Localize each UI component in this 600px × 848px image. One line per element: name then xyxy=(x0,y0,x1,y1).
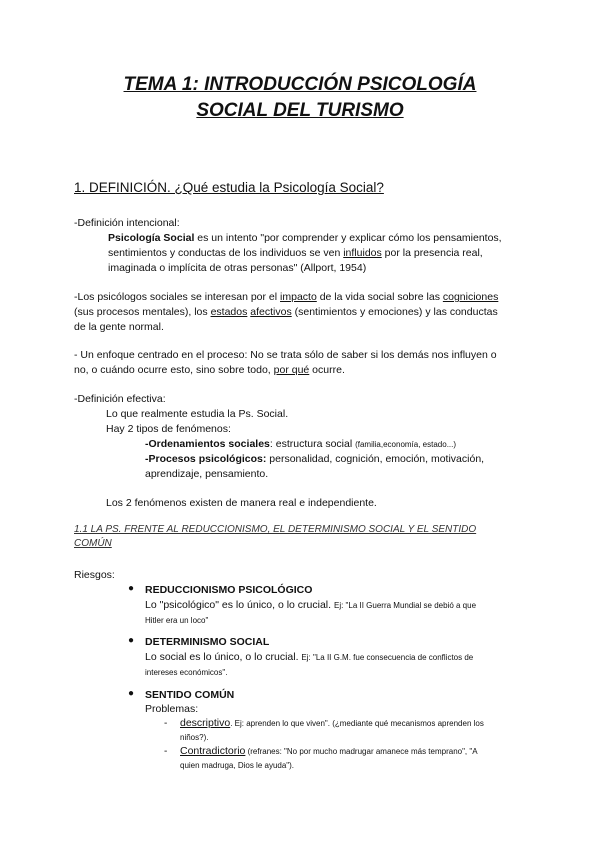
estados-term: estados xyxy=(210,306,248,318)
bullet-icon: ● xyxy=(128,635,135,646)
psicologos-text: -Los psicólogos sociales se interesan por el xyxy=(74,291,281,303)
descriptivo-term: descriptivo xyxy=(180,717,231,729)
cogniciones-term: cogniciones xyxy=(442,291,499,303)
ordenamientos-line xyxy=(145,437,456,452)
psicologos-line-2 xyxy=(74,305,498,320)
ordenamientos-examples: (familia,economía, estado...) xyxy=(355,440,457,449)
dash-marker: - xyxy=(164,746,168,757)
def-efectiva-label: -Definición efectiva: xyxy=(74,393,166,405)
page-title-line-2: SOCIAL DEL TURISMO xyxy=(196,100,404,121)
problema-2-line-2: quien madruga, Dios le ayuda"). xyxy=(180,761,295,770)
contradictorio-term: Contradictorio xyxy=(180,745,246,757)
enfoque-text: no, o cuándo ocurre esto, sino sobre todo, xyxy=(74,364,274,376)
dash-marker: - xyxy=(164,718,168,729)
afectivos-term: afectivos xyxy=(250,306,292,318)
page-title-line-1: TEMA 1: INTRODUCCIÓN PSICOLOGÍA xyxy=(123,74,477,95)
def-text: es un intento "por comprender y explicar cómo los pensamientos, xyxy=(194,232,502,244)
impacto-term: impacto xyxy=(280,291,317,303)
def-paragraph-line-1 xyxy=(108,231,502,246)
riesgo-1-text: Lo "psicológico" es lo único, o lo crucial. xyxy=(145,599,334,611)
riesgo-2-line-1 xyxy=(145,650,473,665)
enfoque-line-2 xyxy=(74,363,345,378)
section-heading-1-1 xyxy=(74,523,534,551)
problema-1-line-2: niños?). xyxy=(180,733,209,742)
procesos-line-2: aprendizaje, pensamiento. xyxy=(145,468,269,480)
heading-1-1-line-1: 1.1 LA PS. FRENTE AL REDUCCIONISMO, EL DETERMINISMO SOCIAL Y EL SENTIDO xyxy=(74,524,477,535)
psicologos-text: (sus procesos mentales), los xyxy=(74,306,211,318)
riesgo-2-title: DETERMINISMO SOCIAL xyxy=(145,636,270,648)
por-que-term: por qué xyxy=(273,364,310,376)
riesgo-1-line-2: Hitler era un loco" xyxy=(145,616,209,625)
riesgo-1-title: REDUCCIONISMO PSICOLÓGICO xyxy=(145,584,313,596)
riesgos-label: Riesgos: xyxy=(74,569,115,581)
def-text: por la presencia real, xyxy=(381,247,483,259)
procesos-line-1 xyxy=(145,452,484,467)
problema-2-line-1 xyxy=(180,744,478,759)
def-intencional-label: -Definición intencional: xyxy=(74,217,180,229)
efectiva-line-1: Lo que realmente estudia la Ps. Social. xyxy=(106,408,289,420)
bullet-icon: ● xyxy=(128,688,135,699)
riesgo-2-text: Lo social es lo único, o lo crucial. xyxy=(145,651,302,663)
riesgo-2-line-2: intereses económicos". xyxy=(145,668,228,677)
ordenamientos-term: -Ordenamientos sociales xyxy=(145,438,270,450)
riesgo-2-example: Ej: "La II G.M. fue consecuencia de conflictos de xyxy=(301,653,474,662)
efectiva-line-2: Hay 2 tipos de fenómenos: xyxy=(106,423,231,435)
problema-1-text: . Ej: aprenden lo que viven". (¿mediante qué mecanismos aprenden los xyxy=(230,719,484,728)
riesgo-1-example: Ej: "La II Guerra Mundial se debió a que xyxy=(333,601,477,610)
def-text: sentimientos y conductas de los individuos se ven xyxy=(108,247,344,259)
influidos-term: influidos xyxy=(343,247,382,259)
section-heading-definicion: 1. DEFINICIÓN. ¿Qué estudia la Psicología Social? xyxy=(74,180,384,195)
procesos-text: personalidad, cognición, emoción, motivación, xyxy=(266,453,485,465)
enfoque-text: ocurre. xyxy=(309,364,345,376)
psicologos-line-3: de la gente normal. xyxy=(74,321,164,333)
problema-2-text: (refranes: "No por mucho madrugar amanece más temprano", "A xyxy=(245,747,478,756)
ordenamientos-text: : estructura social xyxy=(269,438,356,450)
heading-1-1-line-2: COMÚN xyxy=(74,538,112,549)
enfoque-line-1: - Un enfoque centrado en el proceso: No se trata sólo de saber si los demás nos influyen o xyxy=(74,349,497,361)
fenomenos-line: Los 2 fenómenos existen de manera real e independiente. xyxy=(106,497,377,509)
problema-1-line-1 xyxy=(180,716,484,731)
psicologos-text: de la vida social sobre las xyxy=(316,291,443,303)
problemas-label: Problemas: xyxy=(145,703,199,715)
ps-social-term: Psicología Social xyxy=(108,232,195,244)
psicologos-line-1 xyxy=(74,290,498,305)
def-paragraph-line-2 xyxy=(108,246,483,261)
riesgo-3-title: SENTIDO COMÚN xyxy=(145,689,235,701)
psicologos-text: (sentimientos y emociones) y las conductas xyxy=(291,306,498,318)
riesgo-1-line-1 xyxy=(145,598,476,613)
bullet-icon: ● xyxy=(128,583,135,594)
procesos-term: -Procesos psicológicos: xyxy=(145,453,267,465)
def-paragraph-line-3: imaginada o implícita de otras personas" (Allport, 1954) xyxy=(108,262,367,274)
